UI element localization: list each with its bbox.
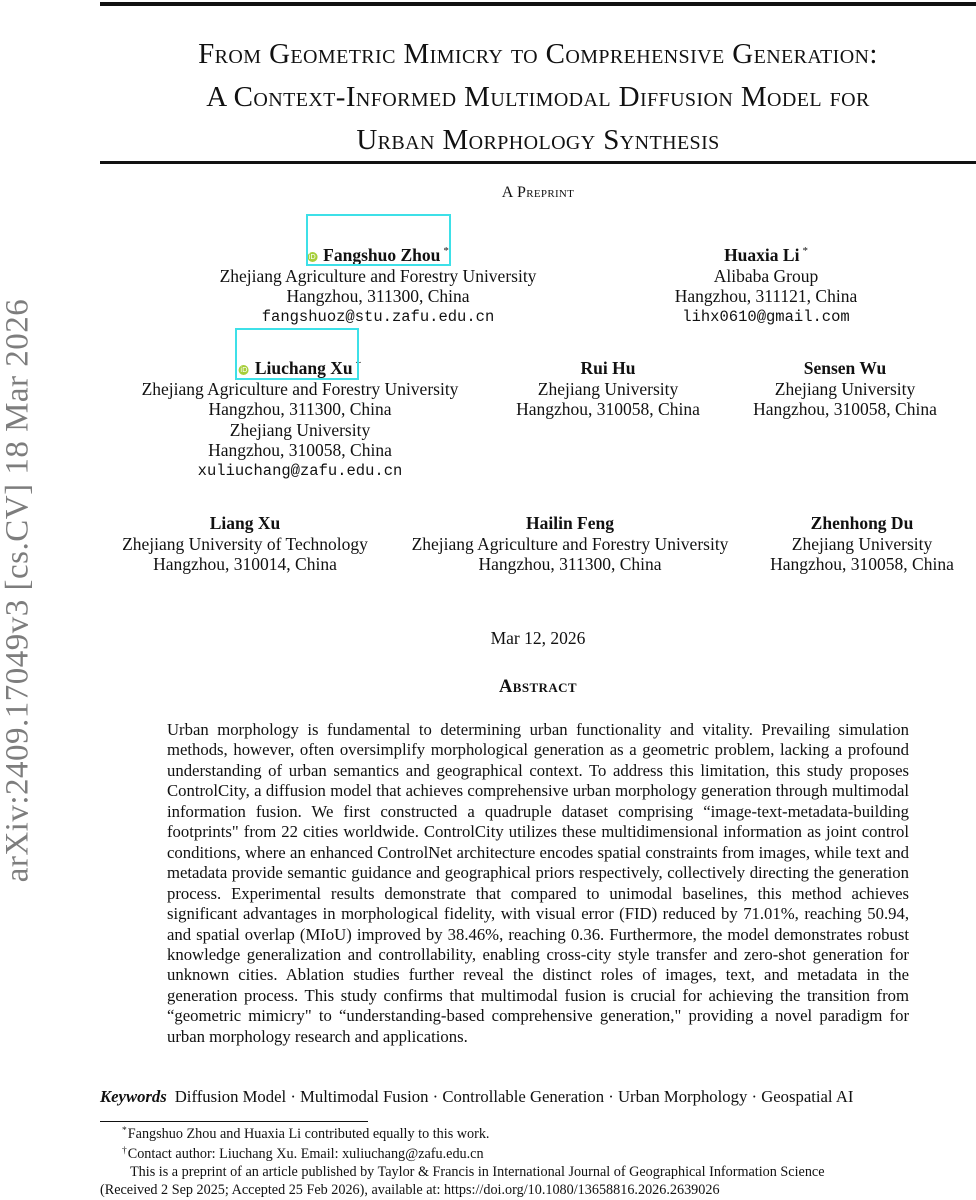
- publication-note-line-1: This is a preprint of an article published by Taylor & Francis in International Journal of Geographical Information Science: [130, 1164, 825, 1180]
- author-block-zhenhong-du: [770, 513, 954, 575]
- title-top-rule: [100, 2, 976, 6]
- author-email[interactable]: fangshuoz@stu.zafu.edu.cn: [261, 307, 495, 326]
- author-location: Hangzhou, 310058, China: [516, 399, 700, 419]
- orcid-icon[interactable]: iD: [240, 366, 248, 374]
- arxiv-id-text: arXiv:2409.17049v3 [cs.CV] 18 Mar 2026: [0, 298, 36, 882]
- author-name: Huaxia Li: [724, 245, 800, 265]
- author-block-hailin-feng: [412, 513, 729, 575]
- preprint-label: A Preprint: [501, 184, 575, 201]
- highlight-box-liuchang-xu: [235, 328, 359, 380]
- footnote-contact-author: [122, 1145, 484, 1164]
- author-affiliation: Zhejiang Agriculture and Forestry University: [411, 533, 729, 554]
- author-location: Hangzhou, 311121, China: [674, 286, 858, 306]
- author-block-rui-hu: [516, 358, 700, 420]
- title-bottom-rule: [100, 161, 976, 164]
- author-affiliation: Zhejiang University: [774, 378, 916, 399]
- author-name: Hailin Feng: [526, 513, 614, 533]
- author-name: Rui Hu: [580, 358, 636, 378]
- author-email[interactable]: lihx0610@gmail.com: [682, 307, 850, 326]
- author-affiliation: Zhejiang Agriculture and Forestry University: [141, 378, 459, 399]
- author-affiliation: Alibaba Group: [713, 265, 819, 286]
- author-affiliation: Zhejiang University: [791, 533, 933, 554]
- author-location: Hangzhou, 310058, China: [753, 399, 937, 419]
- highlight-box-fangshuo-zhou: [306, 214, 451, 266]
- title-line-1: From Geometric Mimicry to Comprehensive Generation:: [198, 38, 878, 70]
- footnote-text: Contact author: Liuchang Xu. Email: xuliuchang@zafu.edu.cn: [127, 1146, 484, 1162]
- footnote-equal-contribution: [122, 1125, 489, 1144]
- footnote-mark: *: [122, 1126, 127, 1136]
- author-affiliation: Zhejiang University: [537, 378, 679, 399]
- author-name: Fangshuo Zhou: [323, 245, 441, 265]
- author-location: Hangzhou, 310058, China: [770, 554, 954, 574]
- author-location: Hangzhou, 311300, China: [208, 399, 392, 419]
- keywords-list: Diffusion Model · Multimodal Fusion · Controllable Generation · Urban Morphology · Geospatial AI: [174, 1087, 854, 1106]
- footnote-rule: [100, 1121, 368, 1122]
- author-affiliation: Zhejiang University of Technology: [122, 533, 368, 554]
- footnote-mark: †: [122, 1146, 127, 1156]
- arxiv-side-stamp: [0, 240, 36, 940]
- equal-contribution-mark: *: [443, 245, 449, 258]
- equal-contribution-mark: *: [802, 245, 808, 258]
- abstract-body: Urban morphology is fundamental to determining urban functionality and vitality. Prevailing simulation methods, however, often oversimplify morphological generation as a geometric problem, lacking a profound understanding of urban semantics and geographical context. To address this limitation, this study proposes ControlCity, a diffusion model that achieves comprehensive urban morphology generation through multimodal information fusion. We first constructed a quadruple dataset comprising “image-text-metadata-building footprints" from 22 cities worldwide. ControlCity utilizes these multidimensional information as joint control conditions, where an enhanced ControlNet architecture encodes spatial constraints from images, while text and metadata provide semantic guidance and geographical priors respectively, collectively directing the generation process. Experimental results demonstrate that compared to unimodal baselines, this method achieves significant advantages in morphological fidelity, with visual error (FID) reduced by 71.01%, reaching 50.94, and spatial overlap (MIoU) improved by 38.46%, reaching 0.36. Furthermore, the model demonstrates robust knowledge generalization and controllability, enabling cross-city style transfer and zero-shot generation for unknown cities. Ablation studies further reveal the distinct roles of images, text, and metadata in the generation process. This study confirms that multimodal fusion is crucial for achieving the transition from “geometric mimicry" to “understanding-based comprehensive generation," providing a novel paradigm for urban morphology research and applications.: [167, 720, 909, 1046]
- keywords-label: Keywords: [100, 1087, 167, 1106]
- author-affiliation: Zhejiang University: [229, 419, 371, 440]
- orcid-icon[interactable]: iD: [308, 253, 316, 261]
- author-name: Liuchang Xu: [254, 358, 353, 378]
- abstract-heading: Abstract: [499, 677, 577, 697]
- author-block-sensen-wu: [753, 358, 937, 420]
- title-line-3: Urban Morphology Synthesis: [356, 124, 720, 156]
- author-location: Hangzhou, 311300, China: [478, 554, 662, 574]
- footnote-text: Fangshuo Zhou and Huaxia Li contributed equally to this work.: [127, 1126, 490, 1142]
- author-block-liang-xu: [122, 513, 368, 575]
- author-location: Hangzhou, 310058, China: [208, 440, 392, 460]
- contact-author-mark: †: [355, 358, 362, 371]
- author-name: Zhenhong Du: [810, 513, 914, 533]
- author-name: Sensen Wu: [803, 358, 887, 378]
- title-line-2: A Context-Informed Multimodal Diffusion Model for: [206, 81, 870, 113]
- publication-date: Mar 12, 2026: [490, 628, 586, 648]
- author-location: Hangzhou, 310014, China: [153, 554, 337, 574]
- paper-title: [100, 33, 976, 162]
- author-affiliation: Zhejiang Agriculture and Forestry University: [219, 265, 537, 286]
- author-block-huaxia-li: [675, 245, 857, 327]
- keywords-line: [100, 1087, 853, 1107]
- publication-note-line-2[interactable]: (Received 2 Sep 2025; Accepted 25 Feb 2026), available at: https://doi.org/10.1080/13658816.2026.2639026: [100, 1182, 720, 1198]
- author-email[interactable]: xuliuchang@zafu.edu.cn: [197, 461, 403, 480]
- author-name: Liang Xu: [209, 513, 281, 533]
- author-location: Hangzhou, 311300, China: [286, 286, 470, 306]
